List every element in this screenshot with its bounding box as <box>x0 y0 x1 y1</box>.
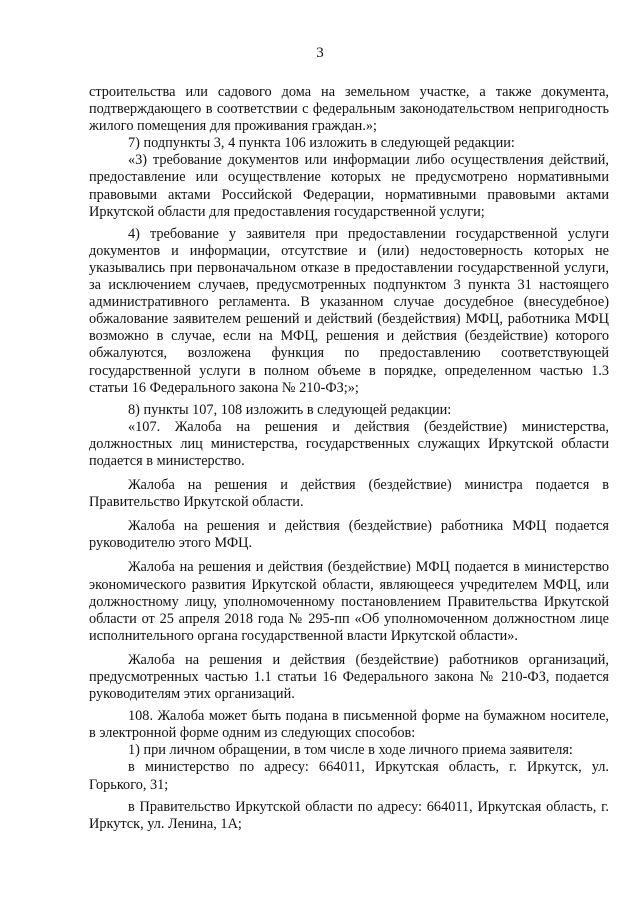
paragraph-9: Жалоба на решения и действия (бездействие) МФЦ подается в министерство экономического развития Иркутской области, являющееся учредителем МФЦ, или должностному лицу, уполномоченному постановлением Правительства Иркутской области от 25 апреля 2018 года № 295-пп «Об уполномоченном должностном лице исполнительного органа государственной власти Иркутской области». <box>89 559 609 644</box>
document-body <box>89 84 609 833</box>
page-number: 3 <box>316 45 324 61</box>
paragraph-14: в Правительство Иркутской области по адресу: 664011, Иркутская область, г. Иркутск, ул. Ленина, 1А; <box>89 798 609 832</box>
paragraph-6: «107. Жалоба на решения и действия (бездействие) министерства, должностных лиц министерства, государственных служащих Иркутской области подается в министерство. <box>89 418 609 469</box>
paragraph-4: 4) требование у заявителя при предоставлении государственной услуги документов и информации, отсутствие и (или) недостоверность которых не указывались при первоначальном отказе в предоставлении государственной услуги, за исключением случаев, предусмотренных подпунктом 3 пункта 31 настоящего административного регламента. В указанном случае досудебное (внесудебное) обжалование заявителем решений и действий (бездействия) МФЦ, работника МФЦ возможно в случае, если на МФЦ, решения и действия (бездействие) которого обжалуются, возложена функция по предоставлению соответствующей государственной услуги в полном объеме в порядке, определенном частью 1.3 статьи 16 Федерального закона № 210-ФЗ;»; <box>89 225 609 396</box>
paragraph-8: Жалоба на решения и действия (бездействие) работника МФЦ подается руководителю этого МФЦ. <box>89 518 609 552</box>
paragraph-10: Жалоба на решения и действия (бездействие) работников организаций, предусмотренных частью 1.1 статьи 16 Федерального закона № 210-ФЗ, подается руководителям этих организаций. <box>89 651 609 703</box>
paragraph-12: 1) при личном обращении, в том числе в ходе личного приема заявителя: <box>128 742 573 759</box>
paragraph-11: 108. Жалоба может быть подана в письменной форме на бумажном носителе, в электронной форме одним из следующих способов: <box>89 708 609 742</box>
paragraph-1: строительства или садового дома на земельном участке, а также документа, подтверждающего в соответствии с федеральным законодательством непригодность жилого помещения для проживания граждан.»; <box>89 84 609 135</box>
paragraph-7: Жалоба на решения и действия (бездействие) министра подается в Правительство Иркутской области. <box>89 477 609 511</box>
paragraph-2: 7) подпункты 3, 4 пункта 106 изложить в следующей редакции: <box>128 135 515 152</box>
paragraph-13: в министерство по адресу: 664011, Иркутская область, г. Иркутск, ул. Горького, 31; <box>89 759 609 793</box>
paragraph-3: «3) требование документов или информации либо осуществления действий, предоставление или осуществление которых не предусмотрено нормативными правовыми актами Российской Федерации, нормативными правовыми актами Иркутской области для предоставления государственной услуги; <box>89 152 609 220</box>
paragraph-5: 8) пункты 107, 108 изложить в следующей редакции: <box>128 401 452 418</box>
